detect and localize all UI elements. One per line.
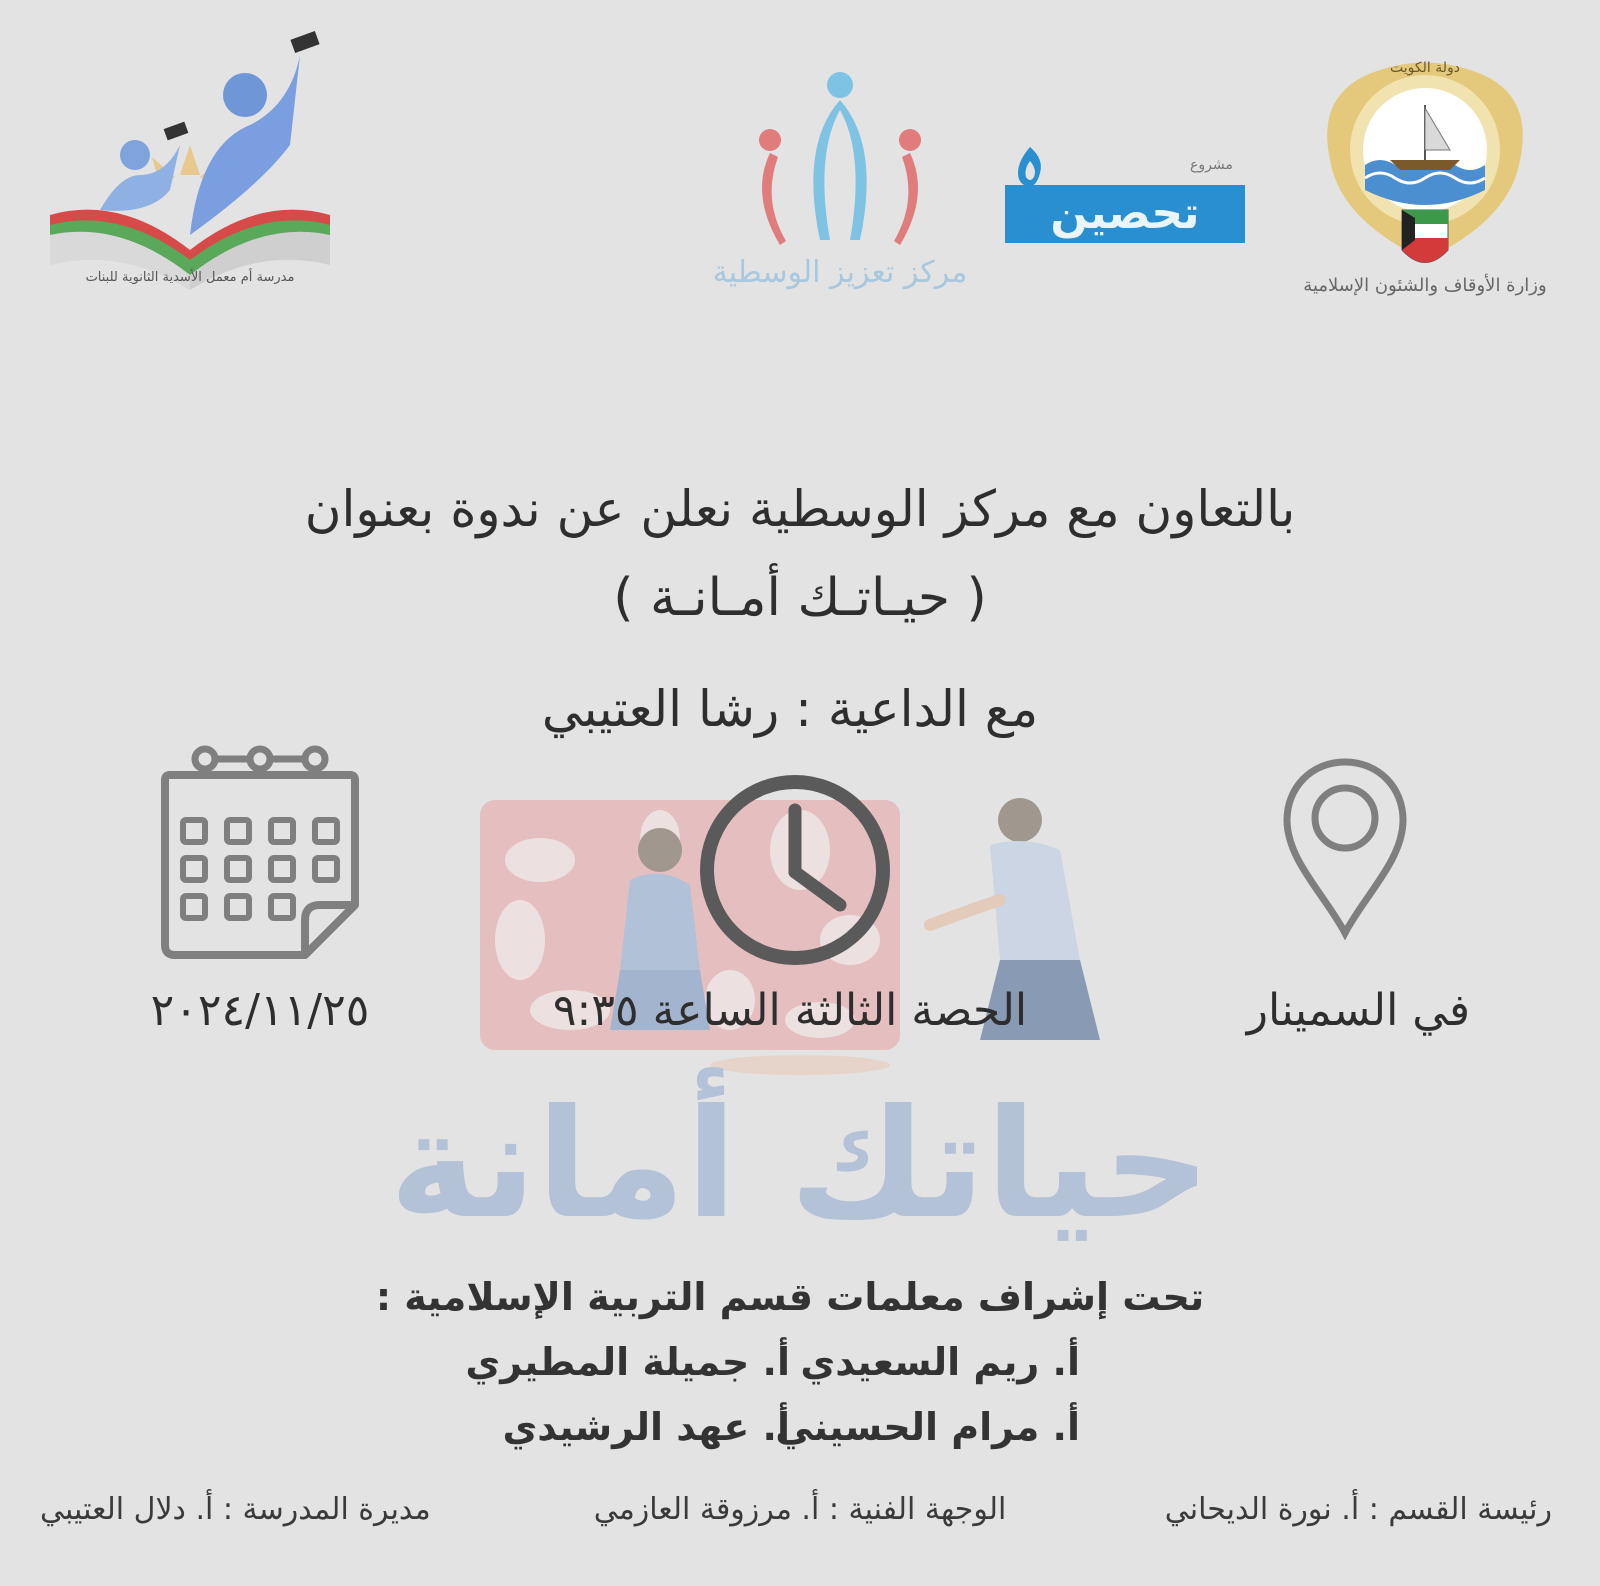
tahseen-logo (1005, 145, 1250, 255)
teacher-name: أ. ريم السعيدي (800, 1340, 1080, 1384)
project-banner (1005, 185, 1245, 243)
clock-icon (695, 770, 895, 970)
flame-icon (1010, 145, 1050, 190)
ministry-emblem (1303, 50, 1547, 310)
teacher-name: أ. عهد الرشيدي (502, 1405, 790, 1449)
event-title-watermark: حياتك أمانة (389, 1078, 1211, 1252)
kuwait-emblem-graphic (1310, 50, 1540, 310)
wasatiya-center-logo (690, 65, 990, 305)
project-name: تحصين (1050, 188, 1200, 239)
speaker-line: مع الداعية : رشا العتيبي (541, 680, 1039, 738)
state-caption: دولة الكويت (1390, 60, 1460, 76)
school-logo-caption: مدرسة أم معمل الأسدية الثانوية للبنات (85, 270, 295, 285)
school-logo (40, 25, 340, 305)
event-title: ( حيـاتـك أمـانـة ) (613, 568, 987, 628)
time-text: الحصة الثالثة الساعة ٩:٣٥ (552, 985, 1028, 1036)
ministry-caption: وزارة الأوقاف والشئون الإسلامية (1303, 275, 1547, 296)
school-logo-graphic (40, 25, 340, 305)
teacher-name: أ. جميلة المطيري (465, 1340, 790, 1384)
project-label: مشروع (1190, 157, 1233, 173)
date-text: ٢٠٢٤/١١/٢٥ (150, 985, 370, 1036)
teacher-name: أ. مرام الحسيني (775, 1405, 1080, 1449)
location-text: في السمينار (1246, 985, 1470, 1036)
wasatiya-logo-graphic (690, 65, 990, 265)
calendar-icon (155, 745, 365, 970)
department-head: رئيسة القسم : أ. نورة الديحاني (1164, 1492, 1552, 1527)
technical-supervisor: الوجهة الفنية : أ. مرزوقة العازمي (593, 1492, 1007, 1527)
location-pin-icon (1280, 755, 1410, 940)
supervision-heading: تحت إشراف معلمات قسم التربية الإسلامية : (375, 1275, 1205, 1319)
wasatiya-logo-caption: مركز تعزيز الوسطية (712, 255, 968, 290)
school-principal: مديرة المدرسة : أ. دلال العتيبي (40, 1492, 431, 1527)
announcement-line: بالتعاون مع مركز الوسطية نعلن عن ندوة بعنوان (304, 480, 1296, 538)
